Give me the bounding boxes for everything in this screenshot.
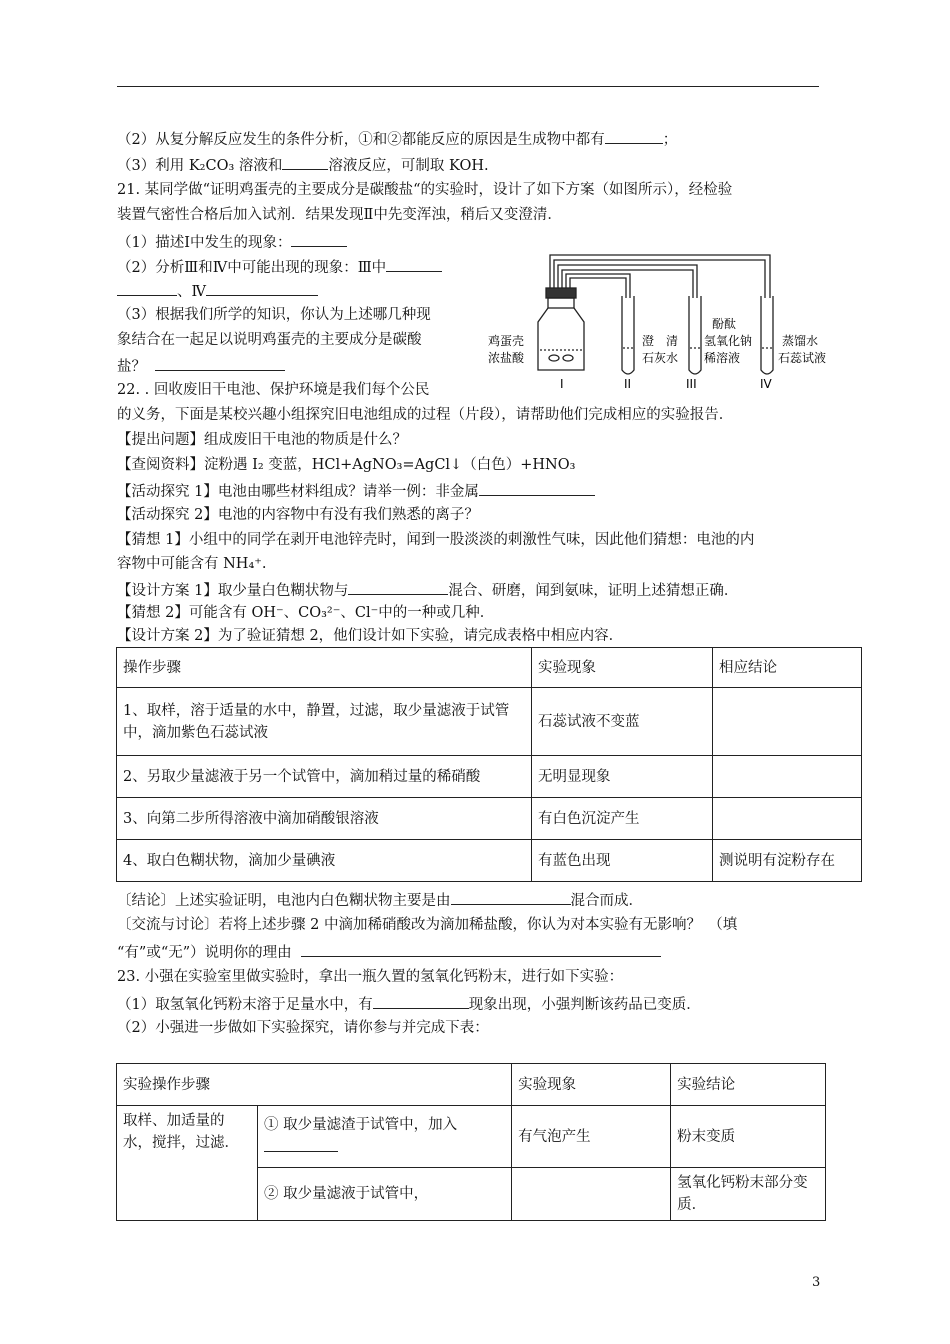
label-hcl: 浓盐酸 bbox=[488, 351, 525, 365]
q22-results-table bbox=[116, 647, 862, 882]
q23-results-table bbox=[116, 1063, 826, 1221]
page-number: 3 bbox=[812, 1275, 821, 1290]
test-tube-2 bbox=[622, 296, 634, 374]
answer-blank[interactable] bbox=[282, 154, 328, 170]
q21-intro-1: 21. 某同学做“证明鸡蛋壳的主要成分是碳酸盐“的实验时，设计了如下方案（如图所示），经检验 bbox=[117, 182, 733, 198]
label-n3: III bbox=[686, 377, 697, 391]
table-row: ② 取少量滤液于试管中， 氢氧化钙粉末部分变质． bbox=[117, 1168, 826, 1221]
q21-sub1: （1）描述Ⅰ中发生的现象： bbox=[117, 231, 347, 253]
q22-intro-1: 22. . 回收废旧干电池、保护环境是我们每个公民 bbox=[117, 382, 430, 398]
table-row: 1、取样，溶于适量的水中，静置，过滤，取少量滤液于试管中，滴加紫色石蕊试液 石蕊试液不变蓝 bbox=[117, 688, 862, 756]
answer-blank[interactable] bbox=[451, 889, 571, 905]
q23-sub2: （2）小强进一步做如下实验探究，请你参与并完成下表： bbox=[117, 1020, 489, 1036]
answer-blank[interactable] bbox=[264, 1136, 338, 1152]
prep-step: 取样、加适量的水，搅拌，过滤． bbox=[117, 1106, 258, 1221]
step-1: ① 取少量滤渣于试管中，加入 bbox=[258, 1106, 512, 1168]
answer-blank[interactable] bbox=[479, 480, 595, 496]
table-header: 相应结论 bbox=[713, 648, 862, 688]
answer-blank[interactable] bbox=[155, 355, 285, 371]
header-rule bbox=[117, 86, 819, 87]
q22-guess1-b: 容物中可能含有 NH₄⁺. bbox=[117, 556, 267, 572]
label-tube4-a: 蒸馏水 bbox=[782, 334, 819, 348]
q22-plan1: 【设计方案 1】取少量白色糊状物与 混合、研磨，闻到氨味，证明上述猜想正确． bbox=[117, 579, 738, 601]
label-tube2-a: 澄 清 bbox=[642, 334, 679, 348]
answer-blank[interactable] bbox=[386, 256, 442, 272]
q21-sub3-a: （3）根据我们所学的知识，你认为上述哪几种现 bbox=[117, 307, 431, 323]
answer-blank[interactable] bbox=[605, 128, 663, 144]
apparatus-diagram bbox=[482, 250, 842, 392]
q22-conclusion: 〔结论〕上述实验证明，电池内白色糊状物主要是由 混合而成． bbox=[117, 889, 643, 911]
q21-intro-2: 装置气密性合格后加入试剂．结果发现Ⅱ中先变浑浊，稍后又变澄清． bbox=[117, 207, 562, 223]
q21-sub3-c: 盐？ bbox=[117, 355, 285, 377]
label-n2: II bbox=[624, 377, 632, 391]
answer-blank[interactable] bbox=[117, 280, 177, 296]
table-header: 实验现象 bbox=[532, 648, 713, 688]
test-tube-3 bbox=[689, 296, 701, 374]
pipe-to-tube4 bbox=[550, 255, 770, 298]
flask-icon bbox=[538, 288, 584, 370]
answer-blank[interactable] bbox=[206, 280, 318, 296]
answer-blank[interactable] bbox=[291, 231, 347, 247]
table-header: 实验操作步骤 bbox=[117, 1064, 512, 1106]
label-tube3-a: 酚酞 bbox=[712, 317, 737, 331]
table-header: 操作步骤 bbox=[117, 648, 532, 688]
q21-sub2-cont: 、Ⅳ bbox=[117, 280, 318, 302]
table-header: 实验现象 bbox=[512, 1064, 671, 1106]
label-eggshell: 鸡蛋壳 bbox=[488, 334, 525, 348]
answer-blank[interactable] bbox=[301, 941, 661, 957]
q22-intro-2: 的义务，下面是某校兴趣小组探究旧电池组成的过程（片段），请帮助他们完成相应的实验报告． bbox=[117, 407, 734, 423]
q20-part2: （2）从复分解反应发生的条件分析，①和②都能反应的原因是生成物中都有 ； bbox=[117, 128, 677, 150]
label-n1: I bbox=[560, 377, 564, 391]
q22-guess1-a: 【猜想 1】小组中的同学在剥开电池锌壳时，闻到一股淡淡的刺激性气味，因此他们猜想：电池的内 bbox=[117, 532, 755, 548]
q22-question: 【提出问题】组成废旧干电池的物质是什么？ bbox=[117, 432, 407, 448]
label-n4: IV bbox=[760, 377, 772, 391]
q22-discussion-2: “有”或“无”）说明你的理由 bbox=[117, 941, 661, 963]
test-tube-4 bbox=[761, 296, 773, 374]
answer-blank[interactable] bbox=[373, 993, 469, 1009]
label-tube3-b: 氢氧化钠 bbox=[704, 334, 753, 348]
q21-sub3-b: 象结合在一起足以说明鸡蛋壳的主要成分是碳酸 bbox=[117, 332, 422, 348]
q22-discussion-1: 〔交流与讨论〕若将上述步骤 2 中滴加稀硝酸改为滴加稀盐酸，你认为对本实验有无影响？ （填 bbox=[117, 917, 738, 933]
label-tube4-b: 石蕊试液 bbox=[778, 351, 827, 365]
q22-activity2: 【活动探究 2】电池的内容物中有没有我们熟悉的离子？ bbox=[117, 507, 479, 523]
step-2: ② 取少量滤液于试管中， bbox=[258, 1168, 512, 1221]
table-row: 2、另取少量滤液于另一个试管中，滴加稍过量的稀硝酸 无明显现象 bbox=[117, 756, 862, 798]
q21-sub2: （2）分析Ⅲ和Ⅳ中可能出现的现象：Ⅲ中 bbox=[117, 256, 442, 278]
table-row: 3、向第二步所得溶液中滴加硝酸银溶液 有白色沉淀产生 bbox=[117, 798, 862, 840]
label-tube2-b: 石灰水 bbox=[642, 351, 679, 365]
q22-plan2: 【设计方案 2】为了验证猜想 2，他们设计如下实验，请完成表格中相应内容． bbox=[117, 628, 624, 644]
q23-intro: 23. 小强在实验室里做实验时，拿出一瓶久置的氢氧化钙粉末，进行如下实验： bbox=[117, 969, 624, 985]
q22-guess2: 【猜想 2】可能含有 OH⁻、CO₃²⁻、Cl⁻中的一种或几种． bbox=[117, 605, 495, 621]
table-header: 实验结论 bbox=[671, 1064, 826, 1106]
table-row: 取样、加适量的水，搅拌，过滤． ① 取少量滤渣于试管中，加入 有气泡产生 粉末变质 bbox=[117, 1106, 826, 1168]
q23-sub1: （1）取氢氧化钙粉末溶于足量水中，有 现象出现，小强判断该药品已变质． bbox=[117, 993, 701, 1015]
q22-reference: 【查阅资料】淀粉遇 I₂ 变蓝，HCl+AgNO₃=AgCl↓（白色）+HNO₃ bbox=[117, 457, 576, 473]
label-tube3-c: 稀溶液 bbox=[704, 351, 741, 365]
table-row: 4、取白色糊状物，滴加少量碘液 有蓝色出现 测说明有淀粉存在 bbox=[117, 840, 862, 882]
q20-part3: （3）利用 K₂CO₃ 溶液和 溶液反应，可制取 KOH. bbox=[117, 154, 489, 176]
answer-blank[interactable] bbox=[348, 579, 448, 595]
q22-activity1: 【活动探究 1】电池由哪些材料组成？请举一例：非金属 bbox=[117, 480, 595, 502]
